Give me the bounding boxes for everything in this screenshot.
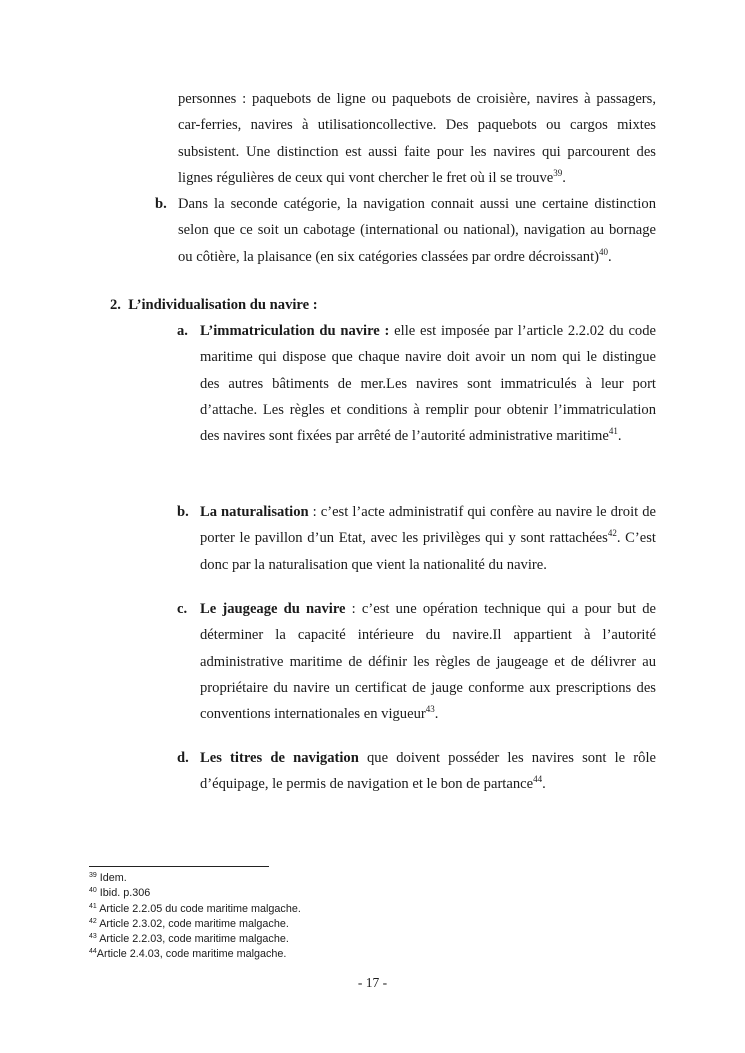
page-number: - 17 - — [357, 975, 388, 990]
footnote-ref-40[interactable]: 40 — [599, 246, 609, 257]
footnote-separator — [89, 866, 269, 867]
footnote: $^{44}$Article 2.4.03, code maritime malgache. — [89, 948, 287, 961]
list-marker-d: d. — [177, 750, 189, 766]
list-marker-c: c. — [177, 601, 188, 617]
footnote: $^{41}$ Article 2.2.05 du code maritime malgache. — [89, 902, 301, 915]
footnote: $^{43}$ Article 2.2.03, code maritime malgache. — [89, 933, 289, 946]
footnote-ref-41[interactable]: 41 — [608, 426, 618, 437]
footnotes-block — [89, 871, 301, 963]
list-item-jaugeage: Le jaugeage du navire : c’est une opération technique qui a pour but de déterminer la capacité intérieure du navire.Il appartient à l’autorité administrative maritime de définir les règles de jaugeage et de délivrer au propriétaire du navire un certificat de jauge conforme aux prescriptions des conventions internationales en vigueur$^{43}$. — [200, 601, 656, 723]
footnote-ref-43[interactable]: 43 — [425, 704, 435, 715]
footnote: $^{39}$ Idem. — [89, 872, 127, 884]
list-marker-a: a. — [177, 323, 188, 339]
footnote: $^{40}$ Ibid. p.306 — [89, 887, 151, 900]
footnote-ref-44[interactable]: 44 — [533, 774, 543, 785]
list-marker-b-first: b. — [155, 196, 167, 212]
list-item-immatriculation: L’immatriculation du navire : elle est imposée par l’article 2.2.02 du code maritime qui dispose que chaque navire doit avoir un nom qui le distingue des autres bâtiments de mer.Les navires sont immatriculés à leur port d’attache. Les règles et conditions à remplir pour obtenir l’immatriculation des navires sont fixées par arrêté de l’autorité administrative maritime$^{41}$. — [200, 323, 656, 445]
list-marker-b: b. — [177, 504, 189, 520]
footnote-ref-42[interactable]: 42 — [607, 528, 617, 539]
continuation-paragraph: personnes : paquebots de ligne ou paquebots de croisière, navires à passagers, car-ferries, navires à utilisationcollective. Des paquebots ou cargos mixtes subsistent. Une distinction est aussi faite pour les navires qui parcourent des lignes régulières de ceux qui vont chercher le fret où il se trouve$^{39}$. — [178, 91, 656, 186]
section-title: L’individualisation du navire : — [128, 297, 318, 313]
list-item-naturalisation: La naturalisation : c’est l’acte administratif qui confère au navire le droit de porter le pavillon d’un Etat, avec les privilèges qui y sont rattachées$^{42}$. C’est donc par la naturalisation que vient la nationalité du navire. — [200, 504, 656, 573]
footnote-ref-39[interactable]: 39 — [553, 167, 563, 178]
list-item-b-first: Dans la seconde catégorie, la navigation connait aussi une certaine distinction selon que ce soit un cabotage (international ou national), navigation au bornage ou côtière, la plaisance (en six catégories classées par ordre décroissant)$^{40}$. — [178, 196, 656, 265]
footnote: $^{42}$ Article 2.3.02, code maritime malgache. — [89, 917, 289, 930]
section-heading — [110, 292, 318, 318]
section-number: 2. — [110, 297, 121, 313]
list-item-titres-navigation: Les titres de navigation que doivent posséder les navires sont le rôle d’équipage, le permis de navigation et le bon de partance$^{44}$. — [200, 750, 656, 793]
